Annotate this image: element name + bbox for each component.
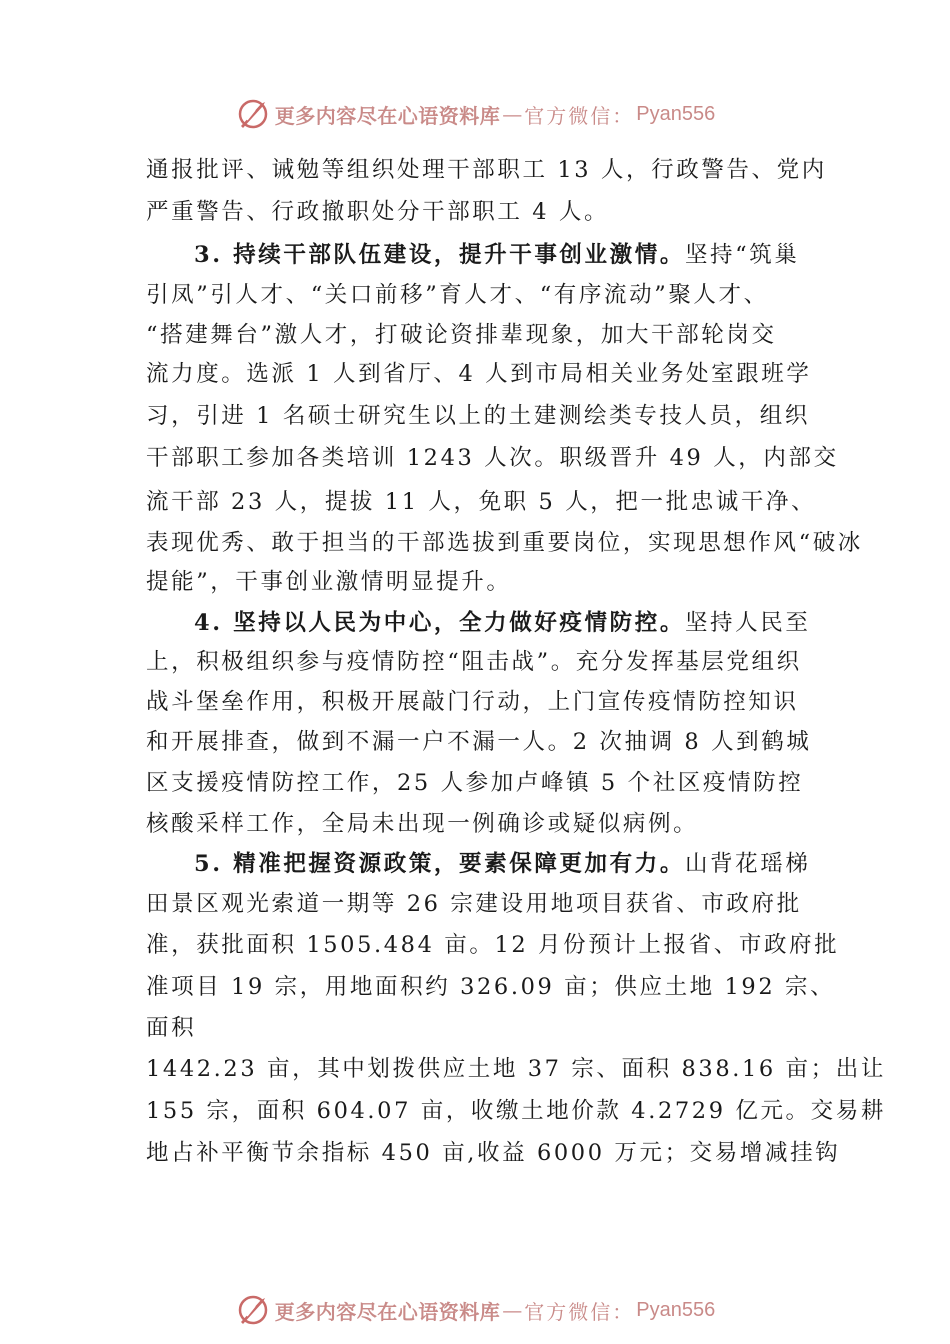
text-line: 上，积极组织参与疫情防控“阻击战”。充分发挥基层党组织 — [146, 649, 802, 675]
text-line: 准项目 19 宗，用地面积约 326.09 亩；供应土地 192 宗、 — [146, 974, 836, 1000]
text-line: 干部职工参加各类培训 1243 人次。职级晋升 49 人，内部交 — [146, 445, 839, 471]
text-line: 区支援疫情防控工作，25 人参加卢峰镇 5 个社区疫情防控 — [146, 770, 804, 796]
text-line: “搭建舞台”激人才，打破论资排辈现象，加大干部轮岗交 — [146, 322, 777, 348]
paragraph-5 — [194, 849, 810, 879]
paragraph-4 — [194, 608, 810, 638]
paragraph-5-text: 山背花瑶梯 — [684, 851, 811, 877]
banner-subtitle: 官方微信： — [524, 1299, 635, 1324]
banner-wechat-id: Pyan556 — [636, 102, 716, 125]
text-line: 核酸采样工作，全局未出现一例确诊或疑似病例。 — [146, 811, 699, 837]
text-line: 流干部 23 人，提拔 11 人，免职 5 人，把一批忠诚干净、 — [146, 489, 817, 515]
banner-wechat-id: Pyan556 — [636, 1298, 716, 1321]
paragraph-5-heading: 5. 精准把握资源政策，要素保障更加有力。 — [194, 851, 685, 877]
paragraph-3-text: 坚持“筑巢 — [684, 242, 800, 268]
quill-logo-icon — [235, 1292, 271, 1328]
text-line: 习，引进 1 名硕士研究生以上的土建测绘类专技人员，组织 — [146, 403, 810, 429]
text-line: 和开展排查，做到不漏一户不漏一人。2 次抽调 8 人到鹤城 — [146, 729, 812, 755]
text-line: 表现优秀、敢于担当的干部选拔到重要岗位，实现思想作风“破冰 — [146, 530, 863, 556]
header-banner — [0, 94, 950, 134]
banner-subtitle: 官方微信： — [524, 103, 635, 128]
banner-title: 更多内容尽在心语资料库 — [274, 103, 501, 128]
text-line: 战斗堡垒作用，积极开展敲门行动，上门宣传疫情防控知识 — [146, 689, 799, 715]
text-line: 155 宗，面积 604.07 亩，收缴土地价款 4.2729 亿元。交易耕 — [146, 1098, 886, 1124]
paragraph-4-heading: 4. 坚持以人民为中心，全力做好疫情防控。 — [194, 610, 685, 636]
banner-dash: — — [502, 102, 523, 126]
quill-logo-icon — [235, 96, 271, 132]
text-line: 地占补平衡节余指标 450 亩,收益 6000 万元；交易增减挂钩 — [146, 1140, 841, 1166]
banner-dash: — — [502, 1298, 523, 1322]
text-line: 田景区观光索道一期等 26 宗建设用地项目获省、市政府批 — [146, 891, 802, 917]
text-line: 准，获批面积 1505.484 亩。12 月份预计上报省、市政府批 — [146, 932, 840, 958]
paragraph-4-text: 坚持人民至 — [684, 610, 811, 636]
paragraph-3 — [194, 240, 799, 270]
text-line: 面积 — [146, 1015, 197, 1041]
banner-title: 更多内容尽在心语资料库 — [274, 1299, 501, 1324]
paragraph-3-heading: 3. 持续干部队伍建设，提升干事创业激情。 — [194, 242, 685, 268]
text-line: 严重警告、行政撤职处分干部职工 4 人。 — [146, 199, 610, 225]
text-line: 1442.23 亩，其中划拨供应土地 37 宗、面积 838.16 亩；出让 — [146, 1056, 886, 1082]
text-line: 引凤”引人才、“关口前移”育人才、“有序流动”聚人才、 — [146, 282, 769, 308]
footer-banner — [0, 1290, 950, 1330]
text-line: 流力度。选派 1 人到省厅、4 人到市局相关业务处室跟班学 — [146, 361, 812, 387]
text-line: 通报批评、诫勉等组织处理干部职工 13 人，行政警告、党内 — [146, 157, 827, 183]
text-line: 提能”，干事创业激情明显提升。 — [146, 569, 512, 595]
